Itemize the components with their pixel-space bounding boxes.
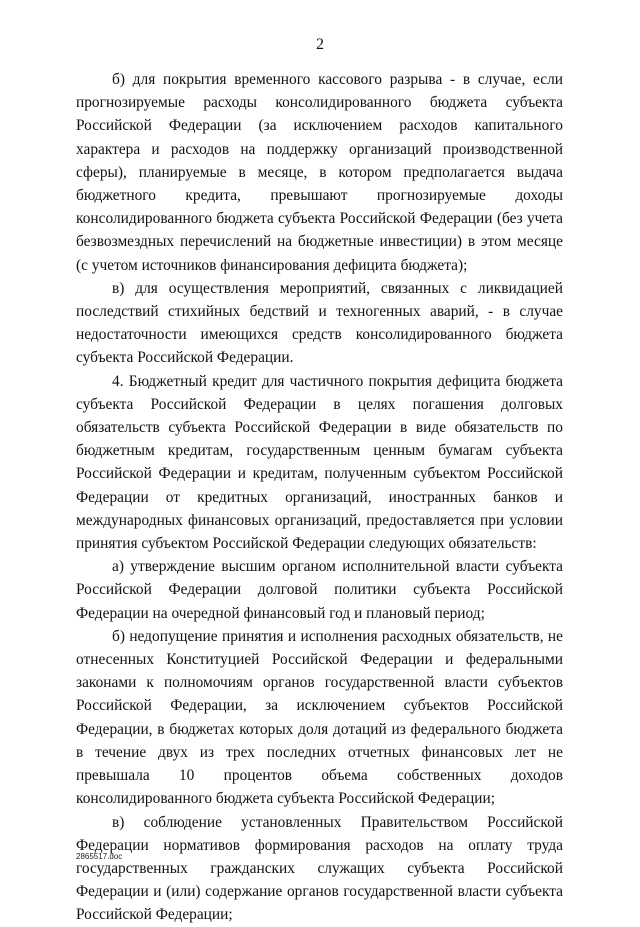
paragraph-4-budget-credit: 4. Бюджетный кредит для частичного покрытия дефицита бюджета субъекта Российской Федерации в целях погашения долговых обязательств субъекта Российской Федерации в виде обязательств по бюджетным кредитам, государственным ценным бумагам субъекта Российской Федерации и кредитам, полученным субъектом Российской Федерации от кредитных организаций, иностранных банков и международных финансовых организаций, предоставляется при условии принятия субъектом Российской Федерации следующих обязательств: <box>76 372 563 553</box>
page-number: 2 <box>316 36 324 53</box>
paragraph-v-salary-norms: в) соблюдение установленных Правительством Российской Федерации нормативов формирования расходов на оплату труда государственных гражданских служащих субъекта Российской Федерации и (или) содержание органов государственной власти субъекта Российской Федерации; <box>76 813 563 924</box>
paragraph-a-debt-policy: а) утверждение высшим органом исполнительной власти субъекта Российской Федерации долговой политики субъекта Российской Федерации на очередной финансовый год и плановый период; <box>76 558 563 622</box>
paragraph-b-expenditure-obligations: б) недопущение принятия и исполнения расходных обязательств, не отнесенных Конституцией Российской Федерации и федеральными законами к полномочиям органов государственной власти субъектов Российской Федерации, за исключением субъектов Российской Федерации, в бюджетах которых доля дотаций из федерального бюджета в течение двух из трех последних отчетных финансовых лет не превышала 10 процентов объема собственных доходов консолидированного бюджета субъекта Российской Федерации; <box>76 627 563 808</box>
paragraph-b-cash-gap: б) для покрытия временного кассового разрыва - в случае, если прогнозируемые расходы консолидированного бюджета субъекта Российской Федерации (за исключением расходов капитального характера и расходов на поддержку организаций производственной сферы), планируемые в месяце, в котором предполагается выдача бюджетного кредита, превышают прогнозируемые доходы консолидированного бюджета субъекта Российской Федерации (без учета безвозмездных перечислений на бюджетные инвестиции) в этом месяце (с учетом источников финансирования дефицита бюджета); <box>76 71 563 274</box>
document-body <box>76 68 563 927</box>
footer-filename: 2865517.doc <box>76 852 123 861</box>
paragraph-v-disaster-relief: в) для осуществления мероприятий, связанных с ликвидацией последствий стихийных бедствий и техногенных аварий, - в случае недостаточности имеющихся средств консолидированного бюджета субъекта Российской Федерации. <box>76 279 563 367</box>
